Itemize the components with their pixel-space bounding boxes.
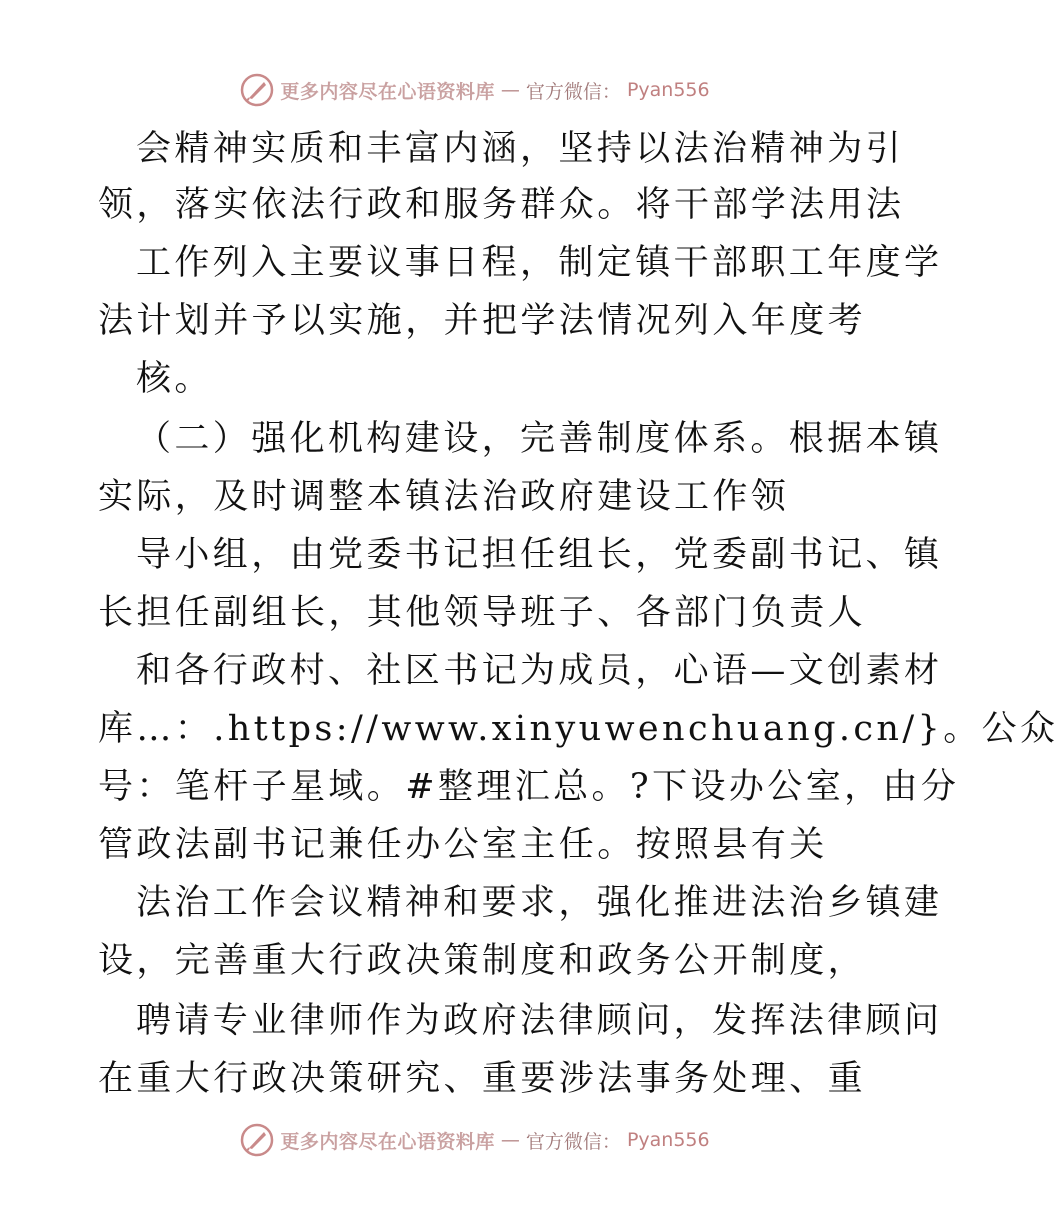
watermark-main-text: 更多内容尽在心语资料库 — [280, 80, 495, 103]
text-line: 会精神实质和丰富内涵，坚持以法治精神为引 — [136, 129, 905, 169]
footer-watermark — [0, 1122, 950, 1158]
text-line: 设，完善重大行政决策制度和政务公开制度， — [98, 941, 867, 981]
text-line: 号：笔杆子星域。#整理汇总。?下设办公室，由分 — [98, 767, 960, 807]
text-line: 核。 — [136, 359, 213, 399]
watermark-wechat-id: Pyan556 — [626, 79, 710, 101]
watermark-separator: — — [500, 1129, 520, 1151]
text-line: 实际，及时调整本镇法治政府建设工作领 — [98, 477, 790, 517]
header-watermark — [0, 72, 950, 108]
text-line: 工作列入主要议事日程，制定镇干部职工年度学 — [136, 243, 943, 283]
text-line: （二）强化机构建设，完善制度体系。根据本镇 — [136, 419, 943, 459]
watermark-wechat-label: 官方微信： — [525, 1130, 621, 1153]
text-line: 法治工作会议精神和要求，强化推进法治乡镇建 — [136, 883, 943, 923]
text-line: 导小组，由党委书记担任组长，党委副书记、镇 — [136, 535, 943, 575]
text-line: 和各行政村、社区书记为成员，心语—文创素材 — [136, 651, 943, 691]
watermark-wechat-label: 官方微信： — [525, 80, 621, 103]
feather-pen-logo-icon — [240, 73, 274, 107]
watermark-separator: — — [500, 79, 520, 101]
text-line: 聘请专业律师作为政府法律顾问，发挥法律顾问 — [136, 1001, 943, 1041]
text-line: 管政法副书记兼任办公室主任。按照县有关 — [98, 825, 828, 865]
text-line: 领，落实依法行政和服务群众。将干部学法用法 — [98, 185, 905, 225]
text-line: 库…：.https://www.xinyuwenchuang.cn/}。公众 — [98, 709, 1058, 749]
watermark-main-text: 更多内容尽在心语资料库 — [280, 1130, 495, 1153]
watermark-wechat-id: Pyan556 — [626, 1129, 710, 1151]
text-line: 长担任副组长，其他领导班子、各部门负责人 — [98, 593, 867, 633]
text-line: 法计划并予以实施，并把学法情况列入年度考 — [98, 301, 867, 341]
feather-pen-logo-icon — [240, 1123, 274, 1157]
text-line: 在重大行政决策研究、重要涉法事务处理、重 — [98, 1059, 867, 1099]
